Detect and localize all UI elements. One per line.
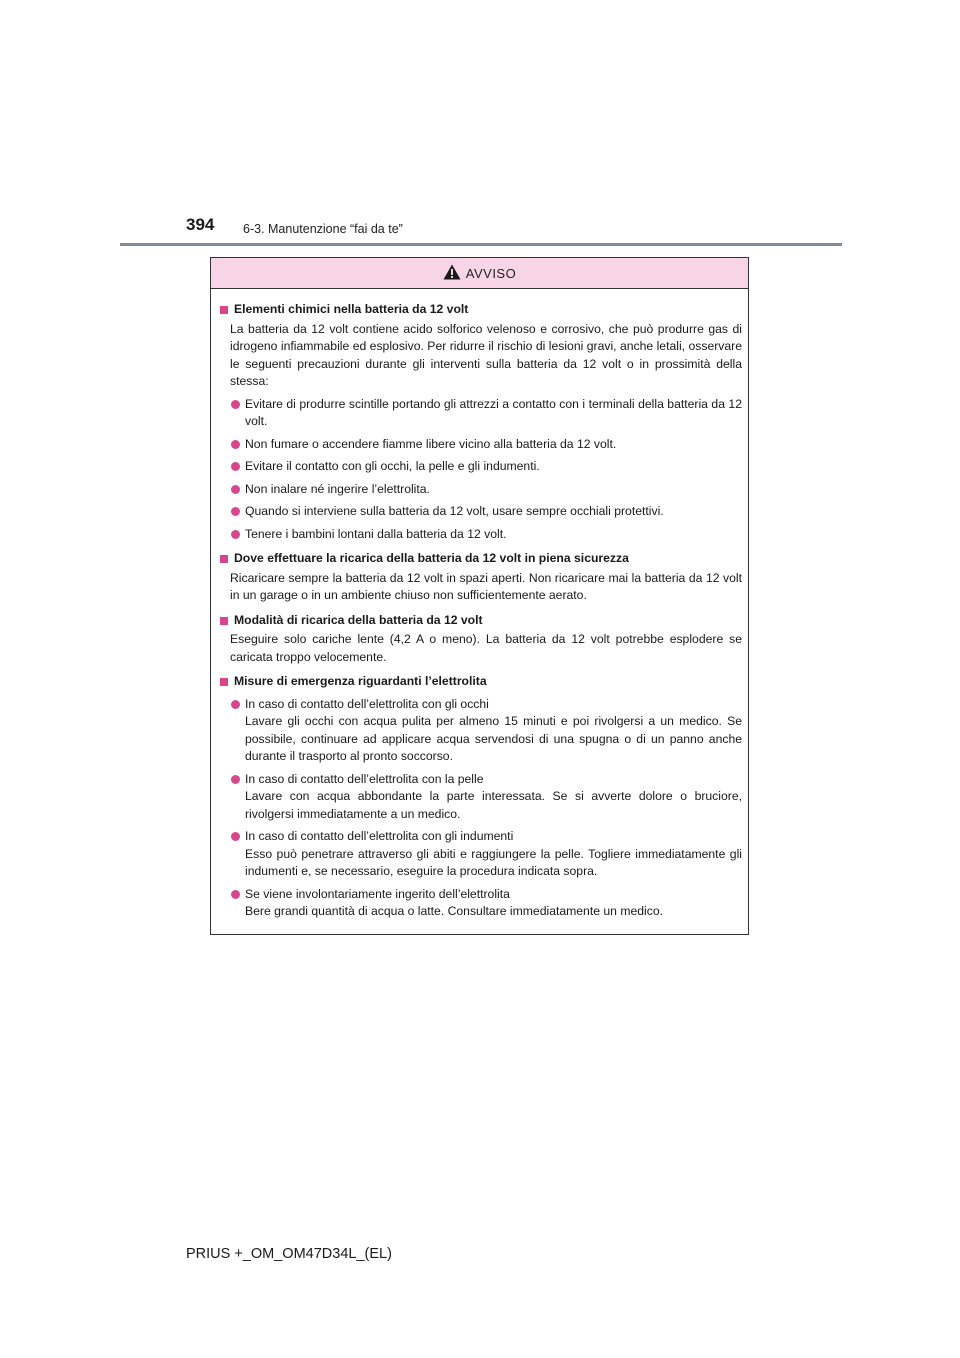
list-item [231,696,742,766]
list-item: Non fumare o accendere fiamme libere vicino alla batteria da 12 volt. [231,436,742,454]
warning-box [210,257,749,935]
warning-item-title: Elementi chimici nella batteria da 12 volt [219,301,742,319]
warning-triangle-icon [443,264,461,280]
list-item-heading: In caso di contatto dell’elettrolita con gli indumenti [245,829,514,843]
square-bullet-icon [220,306,228,314]
list-item: Non inalare né ingerire l’elettrolita. [231,481,742,499]
list-item-heading: In caso di contatto dell’elettrolita con gli occhi [245,696,489,711]
warning-title: AVVISO [465,265,517,281]
round-bullet-icon [231,832,240,841]
warning-item-title: Modalità di ricarica della batteria da 12 volt [219,612,742,630]
page-number: 394 [186,215,215,234]
list-item-text: Lavare gli occhi con acqua pulita per almeno 15 minuti e poi rivolgersi a un medico. Se possibile, continuare ad applicare acqua servendosi di una spugna o di un panno anche durante il trasporto al pronto soccorso. [245,714,742,763]
list-item: Tenere i bambini lontani dalla batteria da 12 volt. [231,526,742,544]
round-bullet-icon [231,700,240,709]
square-bullet-icon [220,617,228,625]
square-bullet-icon [220,678,228,686]
warning-item-paragraph: Ricaricare sempre la batteria da 12 volt in spazi aperti. Non ricaricare mai la batteria da 12 volt in un garage o in un ambiente chiuso non sufficientemente aerato. [230,570,742,602]
square-bullet-icon [220,555,228,563]
document-code: PRIUS +_OM_OM47D34L_(EL) [186,1246,392,1262]
round-bullet-icon [231,775,240,784]
round-bullet-icon [231,890,240,899]
list-item [231,828,742,881]
list-item [231,886,742,921]
list-item-text: Lavare con acqua abbondante la parte interessata. Se si avverte dolore o bruciore, rivolgersi immediatamente a un medico. [245,789,742,821]
round-bullet-icon [231,507,240,516]
list-item-text: Esso può penetrare attraverso gli abiti e raggiungere la pelle. Togliere immediatamente gli indumenti e, se necessario, eseguire la procedura indicata sopra. [245,846,742,878]
round-bullet-icon [231,485,240,494]
round-bullet-icon [231,400,240,409]
warning-body [211,289,748,921]
warning-header [211,258,748,289]
list-item: Evitare di produrre scintille portando gli attrezzi a contatto con i terminali della batteria da 12 volt. [231,396,742,431]
list-item: Evitare il contatto con gli occhi, la pelle e gli indumenti. [231,458,742,476]
header-divider [120,243,842,246]
list-item [231,771,742,824]
list-item-heading: In caso di contatto dell’elettrolita con la pelle [245,771,484,786]
list-item-text: Bere grandi quantità di acqua o latte. Consultare immediatamente un medico. [245,904,664,918]
warning-item-paragraph: La batteria da 12 volt contiene acido solforico velenoso e corrosivo, che può produrre gas di idrogeno infiammabile ed esplosivo. Per ridurre il rischio di lesioni gravi, anche letali, osservare le seguenti precauzioni durante gli interventi sulla batteria da 12 volt o in prossimità della stessa: [230,321,742,388]
round-bullet-icon [231,440,240,449]
warning-item-title: Dove effettuare la ricarica della batteria da 12 volt in piena sicurezza [219,550,742,568]
section-title: 6-3. Manutenzione “fai da te” [243,222,403,236]
warning-item-title: Misure di emergenza riguardanti l’elettrolita [219,673,742,691]
list-item-heading: Se viene involontariamente ingerito dell’elettrolita [245,886,510,901]
warning-item-paragraph: Eseguire solo cariche lente (4,2 A o meno). La batteria da 12 volt potrebbe esplodere se caricata troppo velocemente. [230,632,742,664]
round-bullet-icon [231,530,240,539]
round-bullet-icon [231,462,240,471]
list-item: Quando si interviene sulla batteria da 12 volt, usare sempre occhiali protettivi. [231,503,742,521]
